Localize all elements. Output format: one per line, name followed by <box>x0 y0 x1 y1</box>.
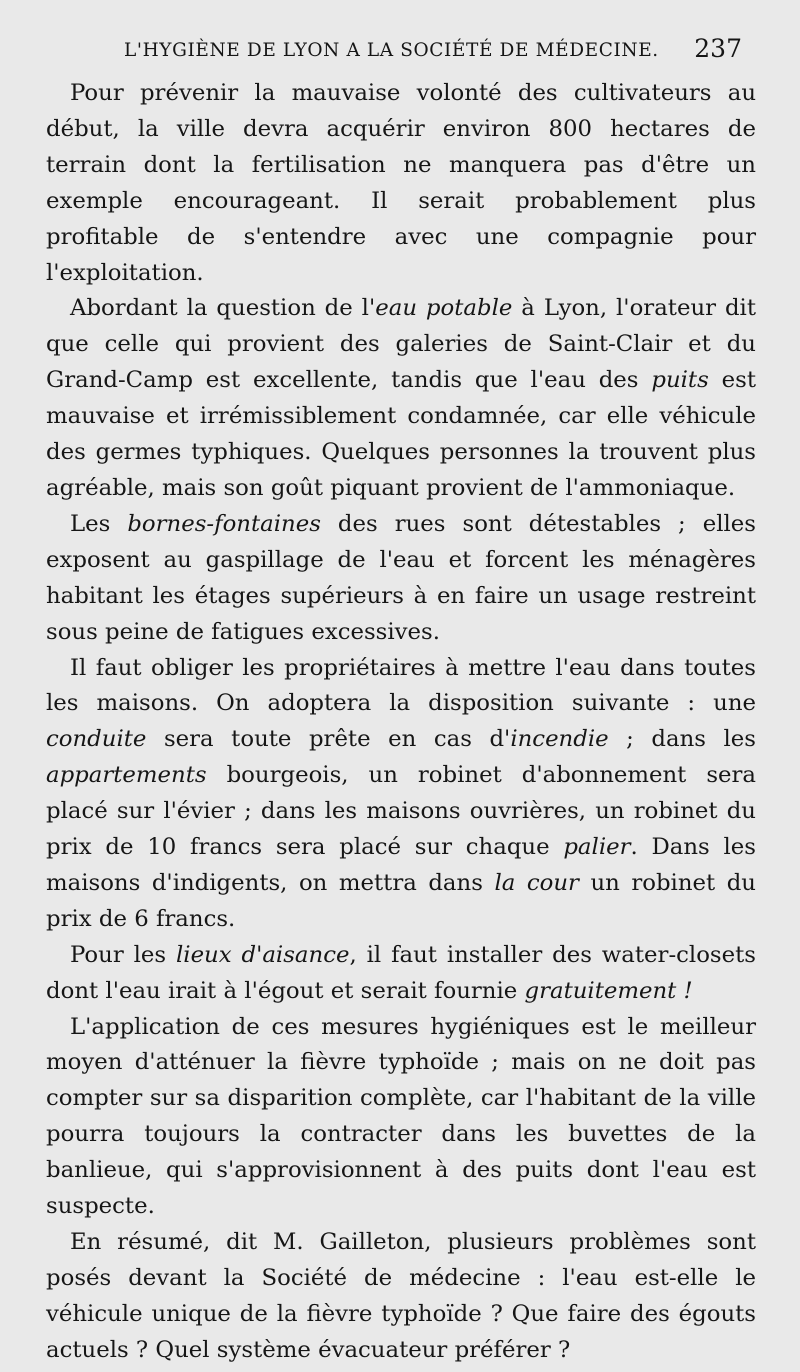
paragraph <box>46 1225 756 1369</box>
italic-run: incendie <box>510 726 609 753</box>
paragraph <box>46 938 756 1010</box>
text-run: Pour les <box>70 941 176 968</box>
paragraph <box>46 651 756 938</box>
text-run: Les <box>70 510 128 537</box>
text-run: . Dans les maisons d'indigents, on mettra dans <box>46 834 756 896</box>
text-run: Abordant la question de l' <box>70 295 376 322</box>
italic-run: eau potable <box>375 295 513 322</box>
text-run: un robinet du prix de 6 francs. <box>46 869 756 932</box>
text-run: ; dans les <box>608 726 756 753</box>
italic-run: puits <box>651 367 709 394</box>
italic-run: palier <box>563 834 631 861</box>
italic-run: lieux d'aisance <box>175 941 350 968</box>
body-text <box>46 76 756 1369</box>
text-run: Il faut obliger les propriétaires à mettre l'eau dans toutes les maisons. On adoptera la disposition suivante : une <box>46 654 756 717</box>
italic-run: appartements <box>46 762 207 789</box>
text-run: est mauvaise et irrémissiblement condamnée, car elle véhicule des germes typhiques. Quelques personnes la trouvent plus agréable, mais son goût piquant provient de l'ammoniaque. <box>46 367 756 501</box>
paragraph <box>46 76 756 291</box>
text-run: à Lyon, l'orateur dit que celle qui provient des galeries de Saint-Clair et du Grand-Camp est excellente, tandis que l'eau des <box>46 295 756 394</box>
italic-run: bornes-fontaines <box>127 510 321 537</box>
text-run: En résumé, dit M. Gailleton, plusieurs problèmes sont posés devant la Société de médecine : l'eau est-elle le véhicule unique de la fièvre typhoïde ? Que faire des égouts actuels ? Quel système évacuateur préférer ? <box>46 1229 756 1363</box>
paragraph <box>46 1010 756 1225</box>
running-header <box>46 36 756 76</box>
italic-run: gratuitement ! <box>524 977 693 1004</box>
running-title: L'HYGIÈNE DE LYON A LA SOCIÉTÉ DE MÉDECINE. <box>124 40 659 61</box>
paragraph <box>46 507 756 651</box>
italic-run: conduite <box>46 726 147 753</box>
text-run: sera toute prête en cas d' <box>146 726 511 753</box>
text-run: , il faut installer des water-closets dont l'eau irait à l'égout et serait fournie <box>46 941 756 1004</box>
text-run: L'application de ces mesures hygiéniques est le meilleur moyen d'atténuer la fièvre typhoïde ; mais on ne doit pas compter sur sa disparition complète, car l'habitant de la ville pourra toujours la contracter dans les buvettes de la banlieue, qui s'approvisionnent à des puits dont l'eau est suspecte. <box>46 1013 756 1220</box>
text-run: Pour prévenir la mauvaise volonté des cultivateurs au début, la ville devra acquérir environ 800 hectares de terrain dont la fertilisation ne manquera pas d'être un exemple encourageant. Il serait probablement plus profitable de s'entendre avec une compagnie pour l'exploitation. <box>46 80 756 286</box>
text-run: des rues sont détestables ; elles exposent au gaspillage de l'eau et forcent les ménagères habitant les étages supérieurs à en faire un usage restreint sous peine de fatigues excessives. <box>46 510 756 645</box>
page-number: 237 <box>694 34 742 63</box>
text-run: bourgeois, un robinet d'abonnement sera placé sur l'évier ; dans les maisons ouvrières, un robinet du prix de 10 francs sera placé sur chaque <box>46 762 756 861</box>
italic-run: la cour <box>494 869 579 896</box>
paragraph <box>46 291 756 506</box>
